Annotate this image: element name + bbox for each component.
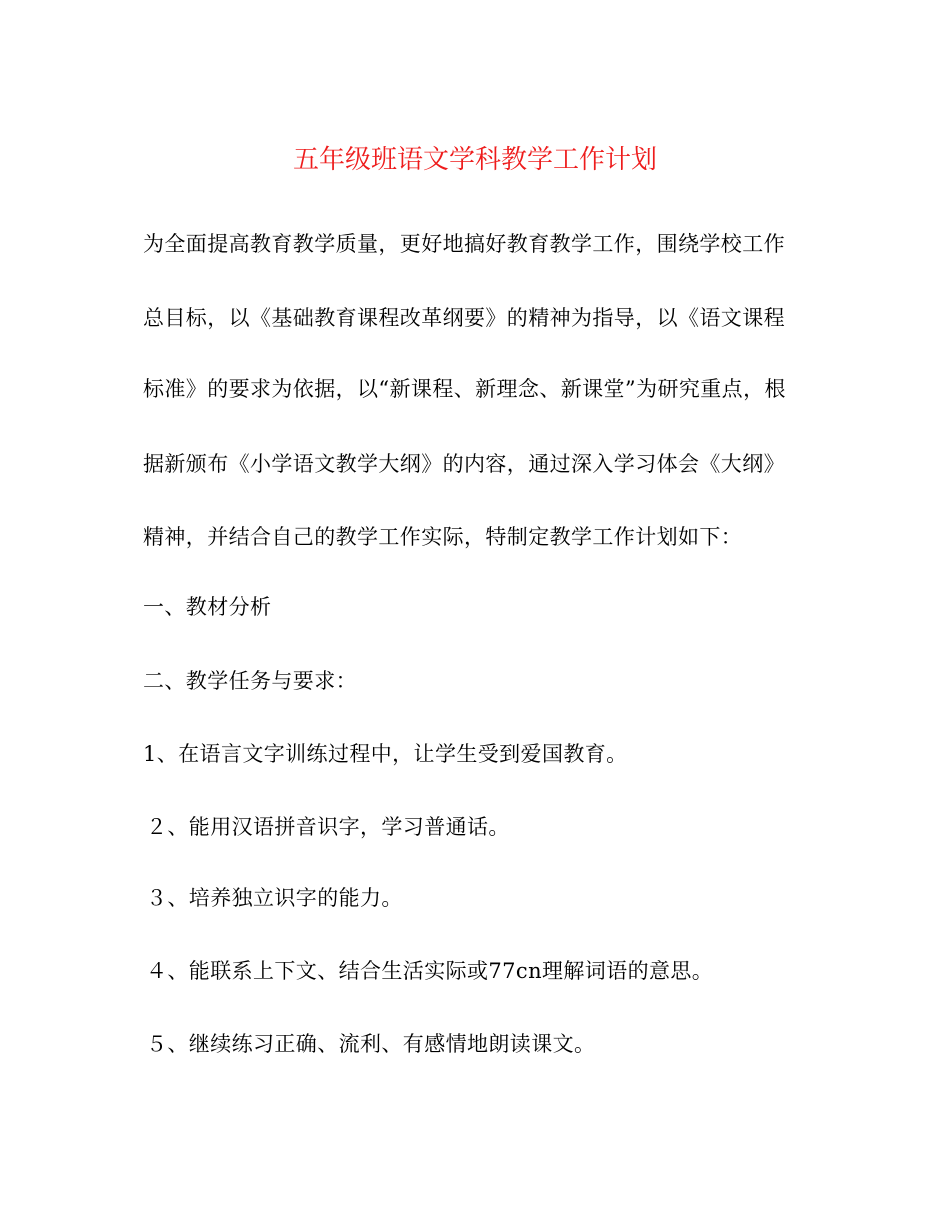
list-item: ２、能用汉语拼音识字，学习普通话。 [146, 815, 510, 839]
list-item: ４、能联系上下文、结合生活实际或77cn理解词语的意思。 [146, 959, 714, 983]
paragraph-line: 据新颁布《小学语文教学大纲》的内容，通过深入学习体会《大纲》 [143, 452, 785, 476]
paragraph-line: 为全面提高教育教学质量，更好地搞好教育教学工作，围绕学校工作 [143, 232, 785, 256]
paragraph-line: 总目标，以《基础教育课程改革纲要》的精神为指导，以《语文课程 [143, 306, 785, 330]
paragraph-line: 精神，并结合自己的教学工作实际，特制定教学工作计划如下： [143, 525, 743, 549]
list-item: 1、在语言文字训练过程中，让学生受到爱国教育。 [143, 742, 628, 766]
list-item: ３、培养独立识字的能力。 [146, 886, 403, 910]
section-heading-materials: 一、教材分析 [143, 595, 272, 619]
section-heading-tasks: 二、教学任务与要求： [143, 669, 357, 693]
document-title: 五年级班语文学科教学工作计划 [292, 145, 657, 175]
list-item: ５、继续练习正确、流利、有感情地朗读课文。 [146, 1032, 596, 1056]
paragraph-line: 标准》的要求为依据，以“新课程、新理念、新课堂”为研究重点，根 [143, 377, 786, 401]
